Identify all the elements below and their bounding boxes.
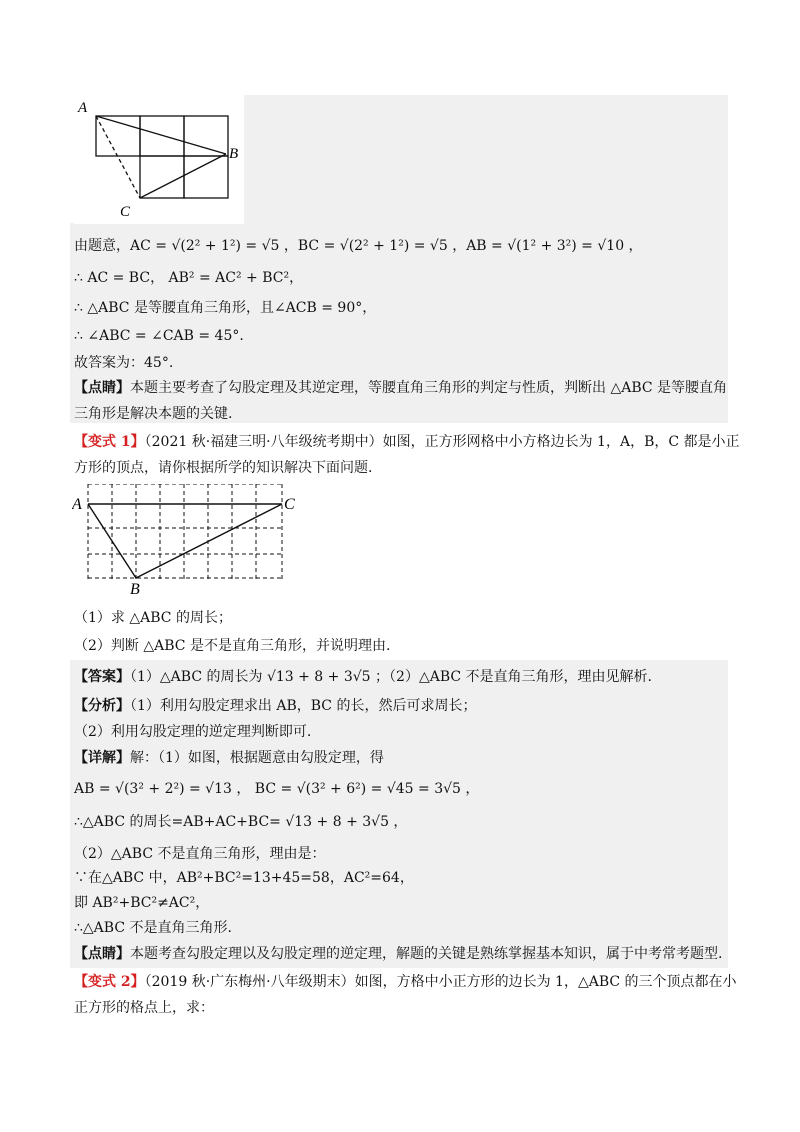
- key-point-text: 本题主要考查了勾股定理及其逆定理，等腰直角三角形的判定与性质，判断出 △ABC 是等腰直角: [130, 380, 728, 396]
- vertex-c-label: C: [284, 496, 295, 513]
- solution-line-3: ∴ △ABC 是等腰直角三角形，且∠ACB = 90°，: [74, 300, 377, 316]
- key-point-2: [74, 944, 722, 964]
- solution-line-5: 故答案为：45°.: [74, 355, 174, 371]
- key-point-tag: 【点睛】: [74, 946, 130, 962]
- key-point-tag: 【点睛】: [74, 380, 130, 396]
- vertex-a-label: A: [72, 496, 82, 513]
- variant-2-question: [74, 972, 737, 992]
- detail-line-6: 即 AB²+BC²≠AC²，: [74, 895, 210, 911]
- detail-line-4: （2）△ABC 不是直角三角形，理由是：: [74, 846, 326, 862]
- solution-background: [244, 95, 728, 223]
- analysis-tag: 【分析】: [74, 698, 130, 714]
- solution-line-4: ∴ ∠ABC = ∠CAB = 45°.: [74, 328, 244, 344]
- detail-line-7: ∴△ABC 不是直角三角形.: [74, 920, 232, 936]
- vertex-c-label: C: [120, 204, 131, 220]
- detail-line-3: ∴△ABC 的周长=AB+AC+BC= √13 + 8 + 3√5 ，: [74, 814, 408, 830]
- key-point-1-cont: 三角形是解决本题的关键.: [74, 406, 233, 422]
- variant-2-tag: 【变式 2】: [74, 974, 145, 990]
- answer-text: （1）△ABC 的周长为 √13 + 8 + 3√5 ；（2）△ABC 不是直角三角形，理由见解析.: [130, 669, 652, 685]
- variant-1-question-cont: 方形的顶点，请你根据所学的知识解决下面问题.: [74, 460, 373, 476]
- vertex-b-label: B: [130, 581, 140, 596]
- question-1: （1）求 △ABC 的周长；: [74, 610, 232, 626]
- analysis-line: [74, 696, 476, 716]
- solution-line-1: 由题意，AC = √(2² + 1²) = √5 ，BC = √(2² + 1²) = √5 ，AB = √(1² + 3²) = √10 ，: [74, 238, 643, 254]
- detail-line: [74, 748, 384, 768]
- question-2: （2）判断 △ABC 是不是直角三角形，并说明理由.: [74, 638, 391, 654]
- detail-tag: 【详解】: [74, 750, 130, 766]
- solution-line-2: ∴ AC = BC， AB² = AC² + BC²，: [74, 270, 304, 286]
- variant-2-question-cont: 正方形的格点上，求：: [74, 1000, 214, 1016]
- detail-line-5: ∵在△ABC 中，AB²+BC²=13+45=58，AC²=64，: [74, 870, 414, 886]
- answer-line: [74, 667, 652, 687]
- figure-1-grid: [74, 94, 244, 224]
- variant-1-text: （2021 秋·福建三明·八年级统考期中）如图，正方形网格中小方格边长为 1，A，B，C 都是小正: [144, 434, 740, 450]
- answer-tag: 【答案】: [74, 669, 130, 685]
- vertex-a-label: A: [78, 100, 88, 116]
- variant-1-tag: 【变式 1】: [74, 434, 145, 450]
- analysis-line-2: （2）利用勾股定理的逆定理判断即可.: [74, 724, 312, 740]
- figure-2-grid: [72, 484, 312, 596]
- vertex-b-label: B: [229, 146, 239, 162]
- detail-line-2: AB = √(3² + 2²) = √13 ， BC = √(3² + 6²) = √45 = 3√5 ，: [74, 781, 480, 797]
- detail-text: 解：（1）如图，根据题意由勾股定理，得: [130, 750, 384, 766]
- analysis-text: （1）利用勾股定理求出 AB，BC 的长，然后可求周长；: [130, 698, 477, 714]
- variant-2-text: （2019 秋·广东梅州·八年级期末）如图，方格中小正方形的边长为 1，△ABC 的三个顶点都在小: [144, 974, 737, 990]
- key-point-1: [74, 378, 727, 398]
- variant-1-question: [74, 432, 740, 452]
- key-point-text: 本题考查勾股定理以及勾股定理的逆定理，解题的关键是熟练掌握基本知识，属于中考常考题型.: [130, 946, 723, 962]
